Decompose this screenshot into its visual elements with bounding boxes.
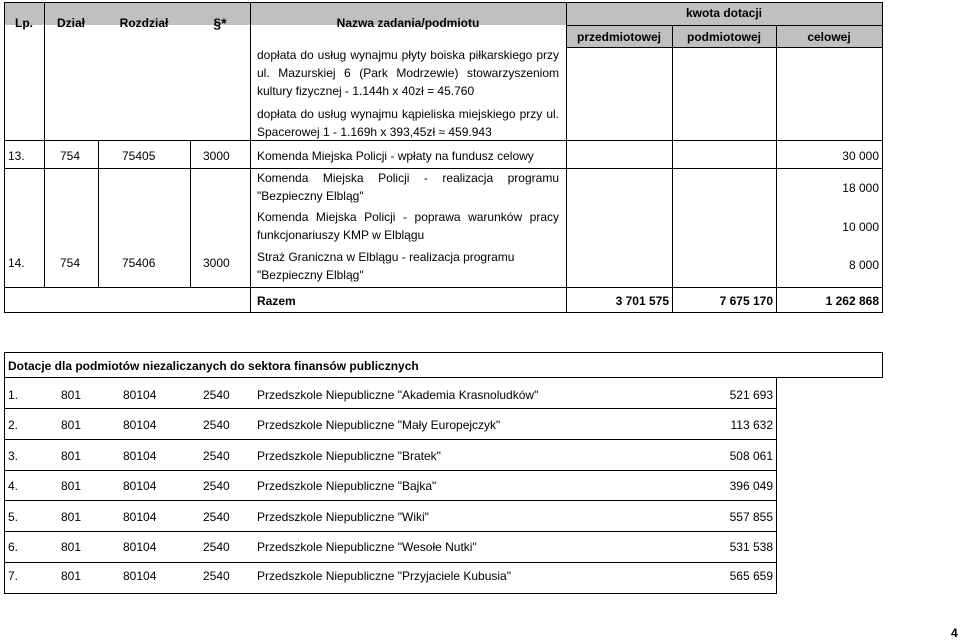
s2-row-rozdzial: 80104 xyxy=(123,569,157,583)
page-number: 4 xyxy=(951,626,958,640)
s2-row-kwota: 531 538 xyxy=(729,540,773,554)
s2-row-lp: 5. xyxy=(8,510,19,524)
row14-paragraf: 3000 xyxy=(203,256,230,270)
s2-row-nazwa: Przedszkole Niepubliczne "Przyjaciele Kubusia" xyxy=(257,569,511,583)
header-celowej: celowej xyxy=(807,30,851,44)
row14-dzial: 754 xyxy=(60,256,81,270)
s2-row-rozdzial: 80104 xyxy=(123,540,157,554)
s2-row-rozdzial: 80104 xyxy=(123,388,157,402)
header-rozdzial: Rozdział xyxy=(119,16,169,30)
s2-row-kwota: 521 693 xyxy=(729,388,773,402)
s2-row-paragraf: 2540 xyxy=(203,418,230,432)
s2-row-dzial: 801 xyxy=(61,418,82,432)
s2-row-dzial: 801 xyxy=(61,540,82,554)
s2-row-lp: 1. xyxy=(8,388,19,402)
s2-row-nazwa: Przedszkole Niepubliczne "Akademia Krasnoludków" xyxy=(257,388,539,402)
row14-item-3-celowej: 8 000 xyxy=(848,258,879,272)
row13-lp: 13. xyxy=(8,149,25,163)
header-nazwa: Nazwa zadania/podmiotu xyxy=(336,16,480,30)
s2-row-kwota: 113 632 xyxy=(730,418,773,432)
razem-celowej: 1 262 868 xyxy=(825,294,879,308)
s2-row-dzial: 801 xyxy=(61,510,82,524)
row14-item-2-celowej: 10 000 xyxy=(842,220,879,234)
row13-rozdzial: 75405 xyxy=(122,149,156,163)
s2-row-lp: 6. xyxy=(8,540,19,554)
s2-row-kwota: 508 061 xyxy=(729,449,773,463)
s2-row-rozdzial: 80104 xyxy=(123,449,157,463)
row14-item-1-celowej: 18 000 xyxy=(842,181,879,195)
row13-paragraf: 3000 xyxy=(203,149,230,163)
s2-row-rozdzial: 80104 xyxy=(123,418,157,432)
s2-row-paragraf: 2540 xyxy=(203,479,230,493)
s2-row-rozdzial: 80104 xyxy=(123,510,157,524)
s2-row-nazwa: Przedszkole Niepubliczne "Wesołe Nutki" xyxy=(257,540,477,554)
row14-item-1-nazwa: Komenda Miejska Policji - realizacja programu "Bezpieczny Elbląg" xyxy=(257,171,559,203)
s2-row-lp: 2. xyxy=(8,418,19,432)
s2-row-dzial: 801 xyxy=(61,479,82,493)
row14-item-2-nazwa: Komenda Miejska Policji - poprawa warunków pracy funkcjonariuszy KMP w Elblągu xyxy=(257,210,559,242)
razem-podmiotowej: 7 675 170 xyxy=(719,294,773,308)
s2-row-paragraf: 2540 xyxy=(203,449,230,463)
header-lp: Lp. xyxy=(15,16,33,30)
razem-label: Razem xyxy=(257,294,296,308)
s2-row-paragraf: 2540 xyxy=(203,569,230,583)
s2-row-paragraf: 2540 xyxy=(203,388,230,402)
s2-row-dzial: 801 xyxy=(61,449,82,463)
s2-row-kwota: 396 049 xyxy=(729,479,773,493)
s2-row-lp: 7. xyxy=(8,569,19,583)
s2-row-rozdzial: 80104 xyxy=(123,479,157,493)
header-kwota: kwota dotacji xyxy=(685,6,762,20)
s2-row-lp: 4. xyxy=(8,479,19,493)
header-przedmiotowej: przedmiotowej xyxy=(576,30,661,44)
s2-row-kwota: 557 855 xyxy=(729,510,773,524)
s2-row-nazwa: Przedszkole Niepubliczne "Wiki" xyxy=(257,510,429,524)
s2-row-nazwa: Przedszkole Niepubliczne "Bratek" xyxy=(257,449,441,463)
header-podmiotowej: podmiotowej xyxy=(687,30,761,44)
row14-item-3-nazwa: Straż Graniczna w Elblągu - realizacja programu "Bezpieczny Elbląg" xyxy=(257,250,515,282)
row13-dzial: 754 xyxy=(60,149,81,163)
s2-row-lp: 3. xyxy=(8,449,19,463)
continued-text-1: dopłata do usług wynajmu płyty boiska piłkarskiego przy ul. Mazurskiej 6 (Park Modrzewie) stowarzyszeniom kultury fizycznej - 1.144h x 40zł = 45.760 xyxy=(257,48,559,98)
s2-row-nazwa: Przedszkole Niepubliczne "Bajka" xyxy=(257,479,437,493)
s2-row-kwota: 565 659 xyxy=(729,569,773,583)
header-paragraf: §* xyxy=(213,15,227,31)
row14-rozdzial: 75406 xyxy=(122,256,156,270)
s2-row-nazwa: Przedszkole Niepubliczne "Mały Europejczyk" xyxy=(257,418,501,432)
continued-text-2: dopłata do usług wynajmu kąpieliska miejskiego przy ul. Spacerowej 1 - 1.169h x 393,45zł ≈ 459.943 xyxy=(257,107,559,139)
section2-title: Dotacje dla podmiotów niezaliczanych do sektora finansów publicznych xyxy=(8,359,419,373)
s2-row-paragraf: 2540 xyxy=(203,540,230,554)
s2-row-paragraf: 2540 xyxy=(203,510,230,524)
row14-lp: 14. xyxy=(8,256,25,270)
s2-row-dzial: 801 xyxy=(61,569,82,583)
row13-nazwa: Komenda Miejska Policji - wpłaty na fundusz celowy xyxy=(257,149,534,163)
razem-przedmiotowej: 3 701 575 xyxy=(615,294,669,308)
row13-celowej: 30 000 xyxy=(842,149,879,163)
header-dzial: Dział xyxy=(56,16,85,30)
s2-row-dzial: 801 xyxy=(61,388,82,402)
